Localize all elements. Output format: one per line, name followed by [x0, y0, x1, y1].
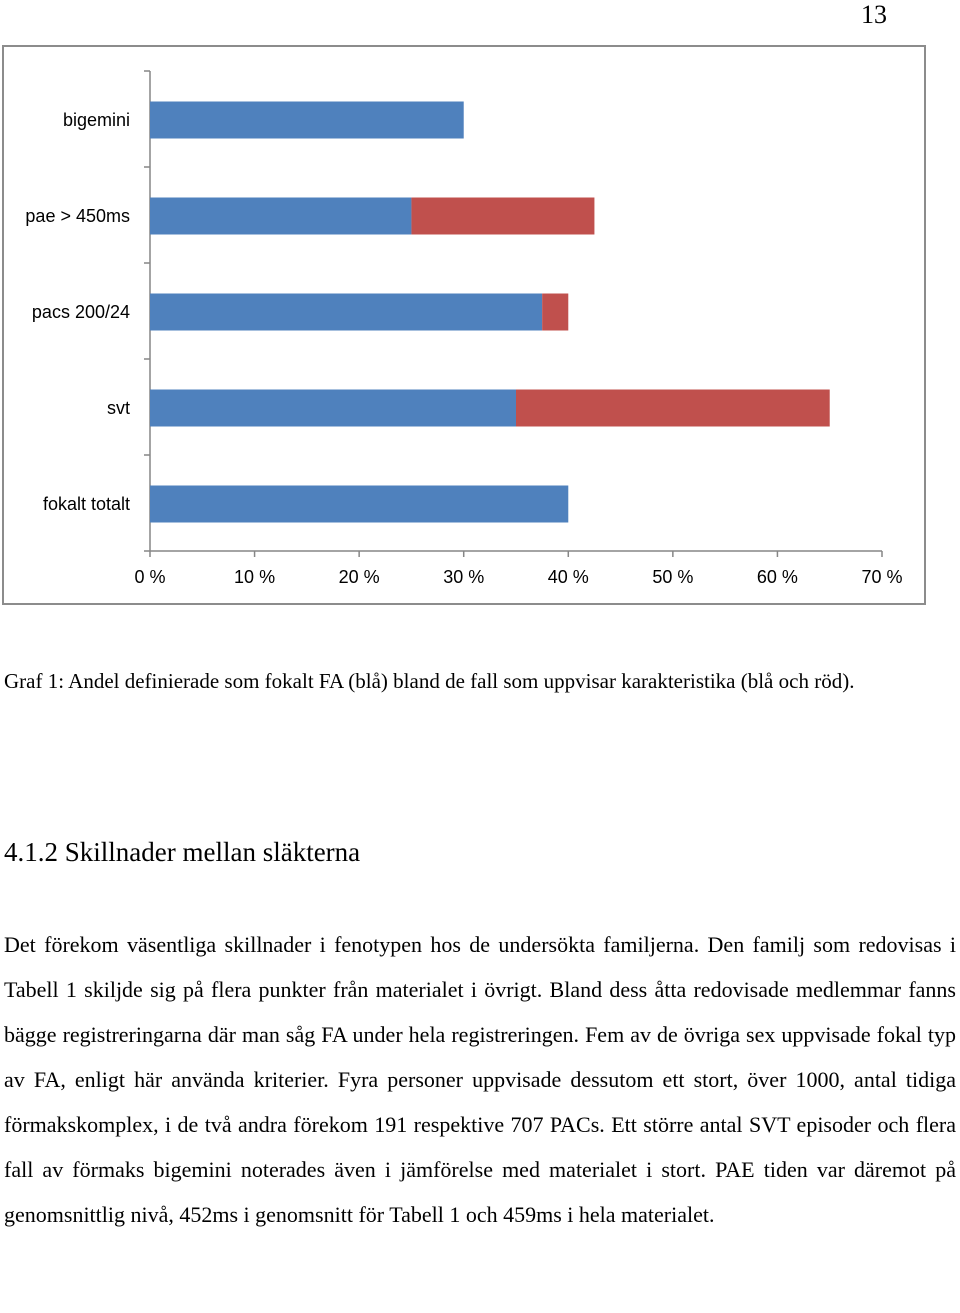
x-tick-label: 0 % — [134, 567, 166, 587]
x-tick-label: 30 % — [443, 567, 485, 587]
bar-segment-red — [516, 390, 830, 427]
x-tick-label: 60 % — [756, 567, 798, 587]
category-label: pacs 200/24 — [31, 302, 130, 322]
bar-segment-blue — [150, 102, 464, 139]
bar-chart — [2, 45, 926, 605]
category-label: svt — [106, 398, 130, 418]
x-tick-label: 10 % — [234, 567, 276, 587]
x-tick-label: 20 % — [338, 567, 380, 587]
bar-segment-blue — [150, 294, 542, 331]
bar-segment-blue — [150, 390, 516, 427]
page-number: 13 — [861, 0, 887, 29]
bar-segment-blue — [150, 198, 411, 235]
chart-bars — [150, 102, 830, 523]
x-tick-label: 40 % — [547, 567, 589, 587]
bar-segment-red — [411, 198, 594, 235]
category-label: pae > 450ms — [25, 206, 130, 226]
category-label: fokalt totalt — [42, 494, 130, 514]
x-tick-label: 50 % — [652, 567, 694, 587]
bar-segment-red — [542, 294, 568, 331]
x-tick-label: 70 % — [861, 567, 903, 587]
section-heading: 4.1.2 Skillnader mellan släkterna — [4, 837, 361, 867]
body-paragraph: Det förekom väsentliga skillnader i fenotypen hos de undersökta familjerna. Den familj som redovisas i Tabell 1 skiljde sig på flera punkter från materialet i övrigt. Bland dess åtta redovisade medlemmar fanns bägge registreringarna där man såg FA under hela registreringen. Fem av de övriga sex uppvisade fokal typ av FA, enligt här använda kriterier. Fyra personer uppvisade dessutom ett stort, över 1000, antal tidiga förmakskomplex, i de två andra förekom 191 respektive 707 PACs. Ett större antal SVT episoder och flera fall av förmaks bigemini noterades även i jämförelse med materialet i stort. PAE tiden var däremot på genomsnittlig nivå, 452ms i genomsnitt för Tabell 1 och 459ms i hela materialet. — [4, 932, 956, 1227]
figure-caption: Graf 1: Andel definierade som fokalt FA (blå) bland de fall som uppvisar karakteristika (blå och röd). — [4, 669, 855, 693]
chart-plot-area — [4, 47, 924, 603]
bar-segment-blue — [150, 486, 568, 523]
category-label: bigemini — [62, 110, 130, 130]
